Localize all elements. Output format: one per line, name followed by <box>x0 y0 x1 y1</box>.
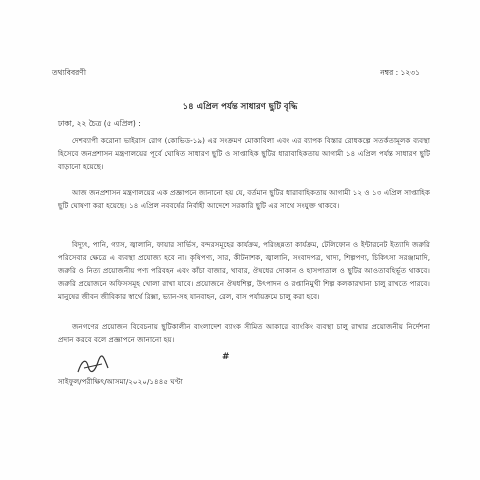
paragraph-4: জনগণের প্রয়োজন বিবেচনায় ছুটিকালীন বাংলাদেশ ব্যাংক সীমিত আকারে ব্যাংকিং ব্যবস্থা চালু রাখার প্রয়োজনীয় নির্দেশনা প্রদান করবে বলে প্রজ্ঞাপনে জানানো হয়। <box>58 322 430 344</box>
end-mark: # <box>222 352 230 362</box>
paragraph-3: বিদ্যুৎ, পানি, গ্যাস, জ্বালানি, ফায়ার সার্ভিস, বন্দরসমূহের কার্যক্রম, পরিচ্ছন্নতা কার্যক্রম, টেলিফোন ও ইন্টারনেট ইত্যাদি জরুরি পরিসেবার ক্ষেত্রে এ ব্যবস্থা প্রযোজ্য হবে না। কৃষিপণ্য, সার, কীটনাশক, জ্বালানি, সংবাদপত্র, খাদ্য, শিল্পপণ্য, চিকিৎসা সরঞ্জামাদি, জরুরি ও নিত্য প্রয়োজনীয় পণ্য পরিবহন এবং কাঁচা বাজার, খাবার, ঔষধের দোকান ও হাসপাতাল ও ছুটির আওতাবহির্ভূত থাকবে। জরুরি প্রয়োজনে অফিসসমূহ খোলা রাখা যাবে। প্রয়োজনে ঔষধশিল্প, উৎপাদন ও রপ্তানিমুখী শিল্প কলকারখানা চালু রাখতে পারবে। মানুষের জীবন জীবিকার স্বার্থে রিক্সা, ভ্যান-সহ যানবাহন, রেল, বাস পর্যায়ক্রমে চালু করা হবে। <box>58 240 430 301</box>
document-type-label: তথ্যবিবরণী <box>52 68 86 77</box>
document-title: ১৪ এপ্রিল পর্যন্ত সাধারণ ছুটি বৃদ্ধি <box>182 102 298 112</box>
document-number: নম্বর : ১২৩১ <box>380 68 420 77</box>
dateline: ঢাকা, ২২ চৈত্র (৫ এপ্রিল) : <box>58 119 141 128</box>
paragraph-2: আজ জনপ্রশাসন মন্ত্রণালয়ের এক প্রজ্ঞাপনে জানানো হয় যে, বর্তমান ছুটির ধারাবাহিকতায় আগামী ১২ ও ১৩ এপ্রিল সাপ্তাহিক ছুটি ঘোষণা করা হয়েছে। ১৪ এপ্রিল নববর্ষের নির্বাহী আদেশে সরকারি ছুটি এর সাথে সংযুক্ত থাকবে। <box>58 188 430 210</box>
footer-reference: সাইফুল/পরীক্ষিৎ/আসমা/২০২০/১৪৪৫ ঘণ্টা <box>58 377 183 386</box>
paragraph-1: দেশব্যাপী করোনা ভাইরাস রোগ (কোভিড-১৯) এর সংক্রমণ মোকাবিলা এবং এর ব্যাপক বিস্তার রোধকল্পে সতর্কতামূলক ব্যবস্থা হিসেবে জনপ্রশাসন মন্ত্রণালয়ের পূর্বে ঘোষিত সাধারণ ছুটি ও সাপ্তাহিক ছুটির ধারাবাহিকতায় আগামী ১৪ এপ্রিল পর্যন্ত সাধারণ ছুটি বাড়ানো হয়েছে। <box>58 136 430 171</box>
handwritten-signature <box>74 354 114 378</box>
